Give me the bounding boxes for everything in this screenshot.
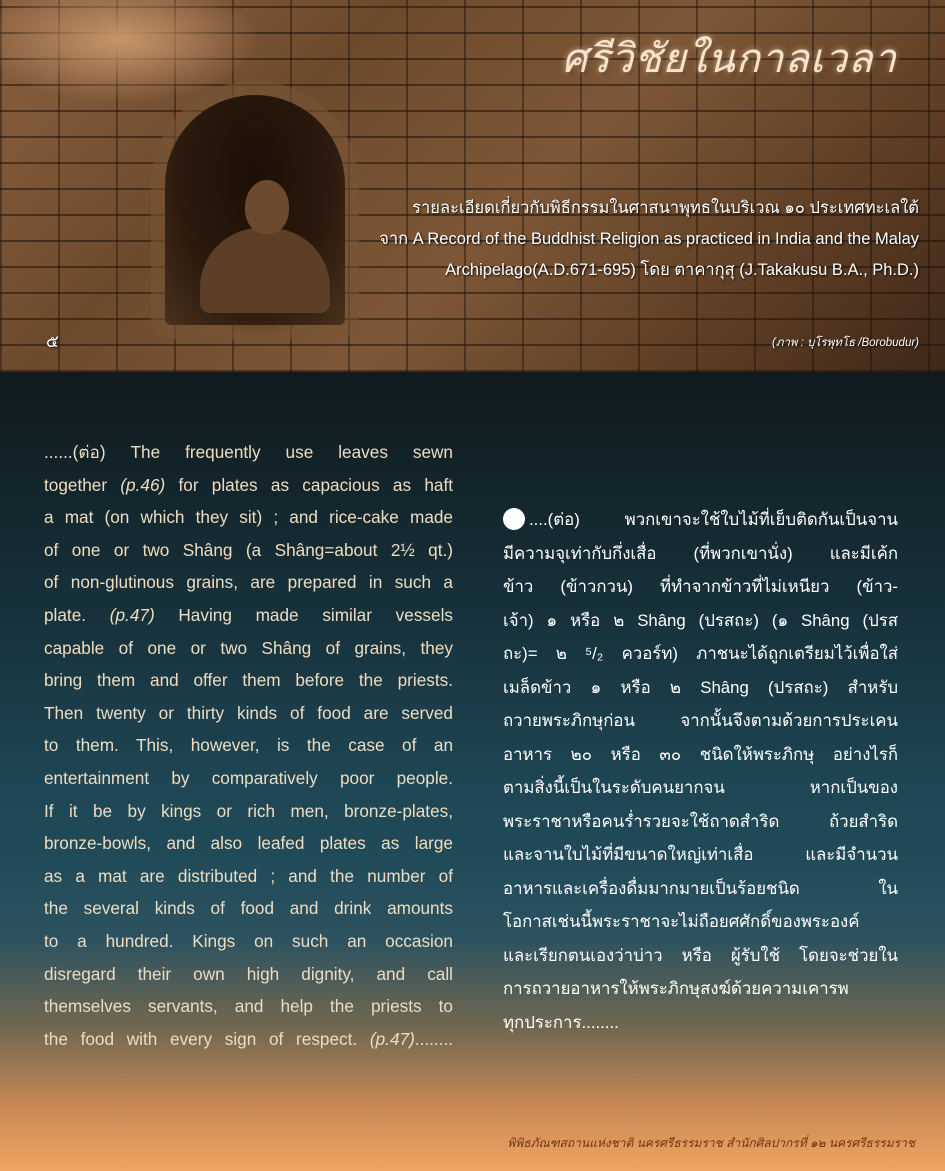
header-banner: [0, 0, 945, 372]
text-line: ทุกประการ........: [503, 1012, 619, 1032]
text-line: ......(ต่อ) The frequently use leaves sewn: [44, 442, 453, 462]
text-line: Then twenty or thirty kinds of food are served: [44, 702, 453, 723]
text-line: ....(ต่อ) พวกเขาจะใช้ใบไม้ที่เย็บติดกันเป็นจาน: [503, 503, 898, 537]
text-line: disregard their own high dignity, and call: [44, 963, 453, 984]
text-line: มีความจุเท่ากับกึ่งเสื่อ (ที่พวกเขานั่ง) และมีเค้ก: [503, 543, 898, 563]
english-text-column: [44, 436, 453, 1055]
text-line: together (p.46) for plates as capacious as haft: [44, 474, 454, 495]
text-line: bring them and offer them before the priests.: [44, 670, 453, 691]
footer-credit: พิพิธภัณฑสถานแห่งชาติ นครศรีธรรมราช สำนักศิลปากรที่ ๑๒ นครศรีธรรมราช: [507, 1136, 915, 1150]
text-line: plate. (p.47) Having made similar vessels: [44, 604, 453, 625]
text-line: พระราชาหรือคนร่ำรวยจะใช้ถาดสำริด ถ้วยสำริด: [503, 811, 898, 831]
text-line: การถวายอาหารให้พระภิกษุสงฆ์ด้วยความเคารพ: [503, 979, 849, 998]
banner-subtitle: [269, 193, 919, 286]
photo-caption: (ภาพ : บุโรพุทโธ /Borobudur): [772, 337, 919, 349]
text-line: of one or two Shâng (a Shâng=about 2½ qt.): [44, 539, 453, 560]
page-number: ๕: [46, 332, 59, 351]
text-line: อาหาร ๒๐ หรือ ๓๐ ชนิดให้พระภิกษุ อย่างไรก็: [503, 744, 898, 764]
text-line: ตามสิ่งนี้เป็นในระดับคนยากจน หากเป็นของ: [503, 778, 898, 797]
text-line: และจานใบไม้ที่มีขนาดใหญ่เท่าเสื่อ และมีจำนวน: [503, 845, 898, 864]
page-title: ศรีวิชัยในกาลเวลา: [561, 36, 897, 82]
text-line: themselves servants, and help the priests to: [44, 996, 453, 1017]
text-line: เมล็ดข้าว ๑ หรือ ๒ Shâng (ปรสถะ) สำหรับ: [503, 677, 898, 697]
text-line: entertainment by comparatively poor people.: [44, 767, 453, 788]
text-line: of non-glutinous grains, are prepared in such a: [44, 572, 453, 593]
subtitle-line: Archipelago(A.D.671-695) โดย ตาคากุสุ (J.Takakusu B.A., Ph.D.): [445, 261, 919, 279]
text-line: a mat (on which they sit) ; and rice-cake made: [44, 507, 453, 528]
bullet-icon: [503, 508, 525, 530]
text-line: bronze-bowls, and also leafed plates as large: [44, 833, 453, 854]
subtitle-line: รายละเอียดเกี่ยวกับพิธีกรรมในศาสนาพุทธในบริเวณ ๑๐ ประเทศทะเลใต้: [412, 199, 919, 217]
thai-text-column: [503, 503, 898, 1039]
text-line: the several kinds of food and drink amounts: [44, 898, 453, 919]
text-line: If it be by kings or rich men, bronze-plates,: [44, 800, 453, 821]
text-line: อาหารและเครื่องดื่มมากมายเป็นร้อยชนิด ใน: [503, 878, 898, 898]
text-line: capable of one or two Shâng of grains, they: [44, 637, 453, 658]
text-line: ถะ)= ๒ ⁵/₂ ควอร์ท) ภาชนะได้ถูกเตรียมไว้เพื่อใส่: [503, 644, 898, 663]
text-line: เจ้า) ๑ หรือ ๒ Shâng (ปรสถะ) (๑ Shâng (ปรส: [503, 610, 898, 630]
text-line: ข้าว (ข้าวกวน) ที่ทำจากข้าวที่ไม่เหนียว (ข้าว-: [503, 577, 898, 596]
text-line: to them. This, however, is the case of an: [44, 735, 453, 756]
text-line: to a hundred. Kings on such an occasion: [44, 930, 453, 951]
text-line: และเรียกตนเองว่าบ่าว หรือ ผู้รับใช้ โดยจะช่วยใน: [503, 945, 898, 965]
text-line: the food with every sign of respect. (p.47)........: [44, 1028, 453, 1049]
text-line: as a mat are distributed ; and the number of: [44, 865, 453, 886]
text-line: ถวายพระภิกษุก่อน จากนั้นจึงตามด้วยการประเคน: [503, 711, 898, 730]
text-line: โอกาสเช่นนี้พระราชาจะไม่ถือยศศักดิ์ของพระองค์: [503, 912, 860, 931]
subtitle-line: จาก A Record of the Buddhist Religion as practiced in India and the Malay: [379, 230, 919, 248]
